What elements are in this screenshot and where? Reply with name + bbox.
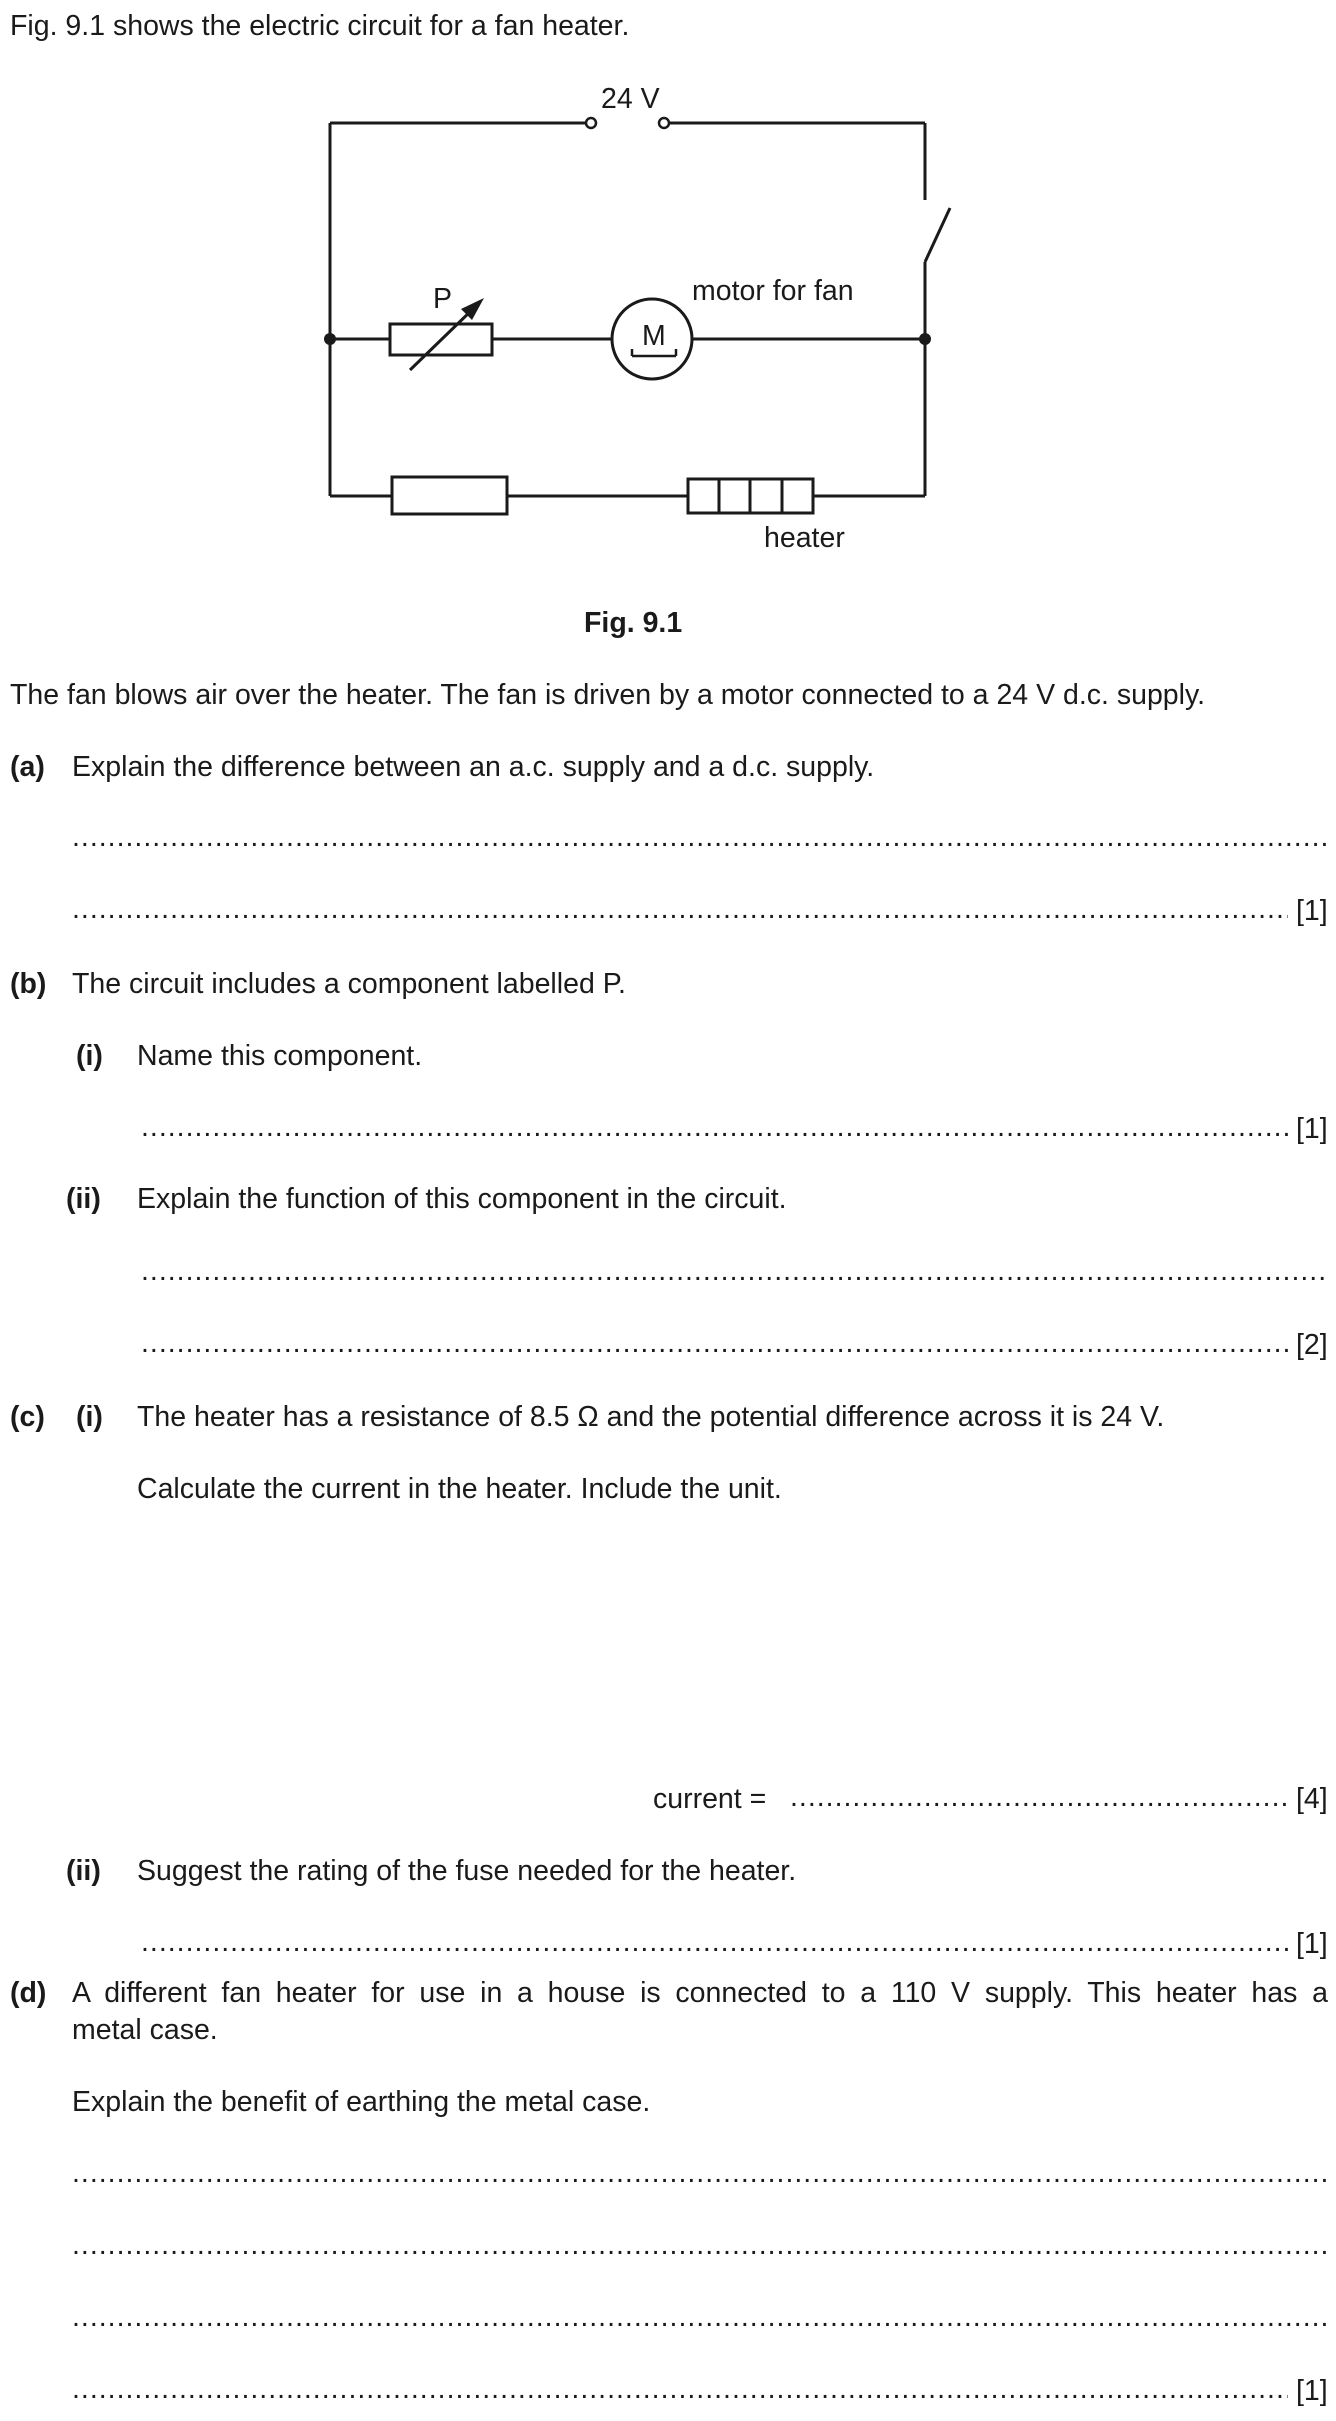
supply-label: 24 V: [601, 83, 660, 115]
heater-label: heater: [764, 522, 845, 554]
circuit-diagram: [0, 0, 1336, 640]
answer-line[interactable]: [72, 895, 1288, 923]
marks-b-i: [1]: [1296, 1113, 1328, 1145]
answer-line[interactable]: [141, 1329, 1288, 1357]
part-c-i-instruction: Calculate the current in the heater. Include the unit.: [137, 1473, 782, 1505]
part-d-instruction: Explain the benefit of earthing the metal case.: [72, 2086, 651, 2118]
junction-right: [919, 333, 931, 345]
marks-a: [1]: [1296, 895, 1328, 927]
fuse-symbol: [392, 477, 507, 514]
intro-text: Fig. 9.1 shows the electric circuit for a fan heater.: [10, 10, 630, 42]
terminal-left: [586, 118, 596, 128]
current-answer-label: current =: [653, 1783, 767, 1815]
part-d-question-line1: A different fan heater for use in a house is connected to a 110 V supply. This heater has a: [72, 1977, 1328, 2009]
current-answer-line[interactable]: [790, 1783, 1288, 1811]
answer-line[interactable]: [72, 823, 1328, 851]
answer-line[interactable]: [141, 1928, 1288, 1956]
context-text: The fan blows air over the heater. The fan is driven by a motor connected to a 24 V d.c. supply.: [10, 679, 1206, 711]
part-c-i-label: (i): [76, 1401, 103, 1433]
answer-line[interactable]: [72, 2303, 1328, 2331]
part-b-i-label: (i): [76, 1040, 103, 1072]
part-c-i-question: The heater has a resistance of 8.5 Ω and the potential difference across it is 24 V.: [137, 1401, 1165, 1433]
terminal-right: [659, 118, 669, 128]
motor-symbol-label: M: [642, 320, 666, 352]
answer-line[interactable]: [72, 2231, 1328, 2259]
junction-left: [324, 333, 336, 345]
answer-line[interactable]: [141, 1257, 1328, 1285]
marks-d: [1]: [1296, 2375, 1328, 2407]
part-b-question: The circuit includes a component labelled P.: [72, 968, 626, 1000]
answer-line[interactable]: [72, 2159, 1328, 2187]
answer-line[interactable]: [72, 2375, 1288, 2403]
part-b-i-question: Name this component.: [137, 1040, 423, 1072]
marks-c-i: [4]: [1296, 1783, 1328, 1815]
part-b-label: (b): [10, 968, 47, 1000]
answer-line[interactable]: [141, 1113, 1288, 1141]
part-c-ii-question: Suggest the rating of the fuse needed for the heater.: [137, 1855, 797, 1887]
part-b-ii-label: (ii): [66, 1183, 101, 1215]
part-a-question: Explain the difference between an a.c. supply and a d.c. supply.: [72, 751, 875, 783]
switch-arm: [925, 208, 950, 262]
part-c-ii-label: (ii): [66, 1855, 101, 1887]
part-b-ii-question: Explain the function of this component in the circuit.: [137, 1183, 787, 1215]
figure-caption: Fig. 9.1: [584, 607, 683, 639]
part-c-label: (c): [10, 1401, 45, 1433]
motor-label: motor for fan: [692, 275, 854, 307]
part-a-label: (a): [10, 751, 45, 783]
part-d-question-line2: metal case.: [72, 2014, 218, 2046]
marks-b-ii: [2]: [1296, 1329, 1328, 1361]
part-d-label: (d): [10, 1977, 47, 2009]
component-p-label: P: [433, 283, 453, 315]
marks-c-ii: [1]: [1296, 1928, 1328, 1960]
